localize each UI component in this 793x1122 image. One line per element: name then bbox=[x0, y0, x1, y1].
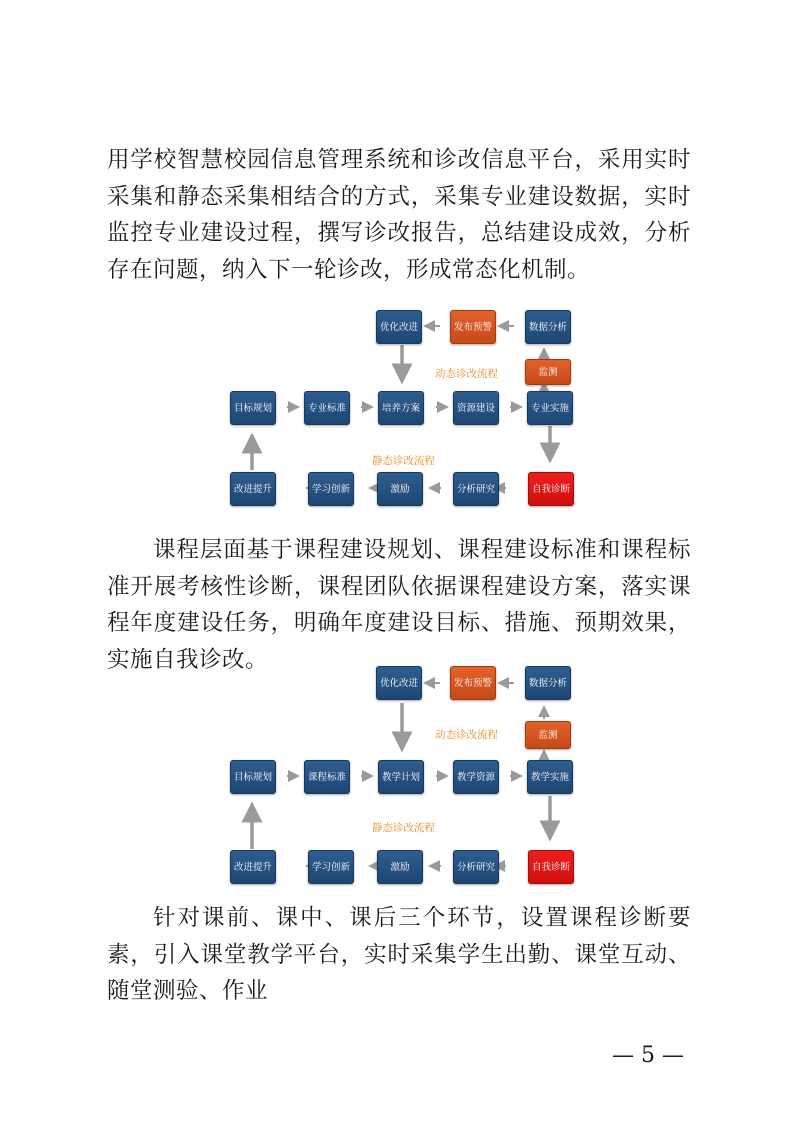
box-optimize: 优化改进 bbox=[376, 310, 422, 344]
paragraph-continued: 用学校智慧校园信息管理系统和诊改信息平台，采用实时采集和静态采集相结合的方式，采集专业建设数据，实时监控专业建设过程，撰写诊改报告，总结建设成效，分析存在问题，纳入下一轮诊改，形成常态化机制。 bbox=[107, 147, 691, 283]
paragraph-course-level: 课程层面基于课程建设规划、课程建设标准和课程标准开展考核性诊断，课程团队依据课程建设方案，落实课程年度建设任务，明确年度建设目标、措施、预期效果，实施自我诊改。 bbox=[107, 537, 691, 673]
box-goal: 目标规划 bbox=[230, 391, 276, 425]
box-research: 分析研究 bbox=[453, 472, 499, 506]
box-research: 分析研究 bbox=[453, 850, 499, 884]
box-resource: 资源建设 bbox=[453, 391, 499, 425]
box-improve: 改进提升 bbox=[230, 472, 276, 506]
box-learn: 学习创新 bbox=[308, 472, 354, 506]
box-implement: 专业实施 bbox=[527, 391, 573, 425]
box-analysis: 数据分析 bbox=[525, 310, 571, 344]
box-selfdiag: 自我诊断 bbox=[528, 472, 574, 506]
static-flow-label: 静态诊改流程 bbox=[372, 455, 435, 467]
box-optimize: 优化改进 bbox=[376, 666, 422, 700]
box-improve: 改进提升 bbox=[230, 850, 276, 884]
box-selfdiag: 自我诊断 bbox=[528, 850, 574, 884]
box-goal: 目标规划 bbox=[230, 760, 276, 794]
box-motivate: 激励 bbox=[377, 850, 423, 884]
diagram-course-diagnosis bbox=[230, 663, 582, 878]
dynamic-flow-label: 动态诊改流程 bbox=[435, 368, 498, 380]
box-standard: 课程标准 bbox=[304, 760, 350, 794]
dynamic-flow-label: 动态诊改流程 bbox=[435, 729, 498, 741]
box-monitor: 监测 bbox=[525, 721, 571, 749]
box-analysis: 数据分析 bbox=[525, 666, 571, 700]
box-learn: 学习创新 bbox=[308, 850, 354, 884]
static-flow-label: 静态诊改流程 bbox=[372, 822, 435, 834]
box-plan: 培养方案 bbox=[378, 391, 424, 425]
page-number: — 5 — bbox=[612, 1043, 684, 1068]
box-motivate: 激励 bbox=[377, 472, 423, 506]
box-plan: 教学计划 bbox=[378, 760, 424, 794]
paragraph-classroom: 针对课前、课中、课后三个环节，设置课程诊断要素，引入课堂教学平台，实时采集学生出勤、课堂互动、随堂测验、作业 bbox=[107, 905, 691, 1004]
box-warning: 发布预警 bbox=[450, 310, 496, 344]
box-implement: 教学实施 bbox=[527, 760, 573, 794]
box-warning: 发布预警 bbox=[450, 666, 496, 700]
box-monitor: 监测 bbox=[525, 359, 571, 385]
diagram-professional-diagnosis bbox=[230, 308, 582, 523]
box-standard: 专业标准 bbox=[304, 391, 350, 425]
box-resource: 教学资源 bbox=[453, 760, 499, 794]
